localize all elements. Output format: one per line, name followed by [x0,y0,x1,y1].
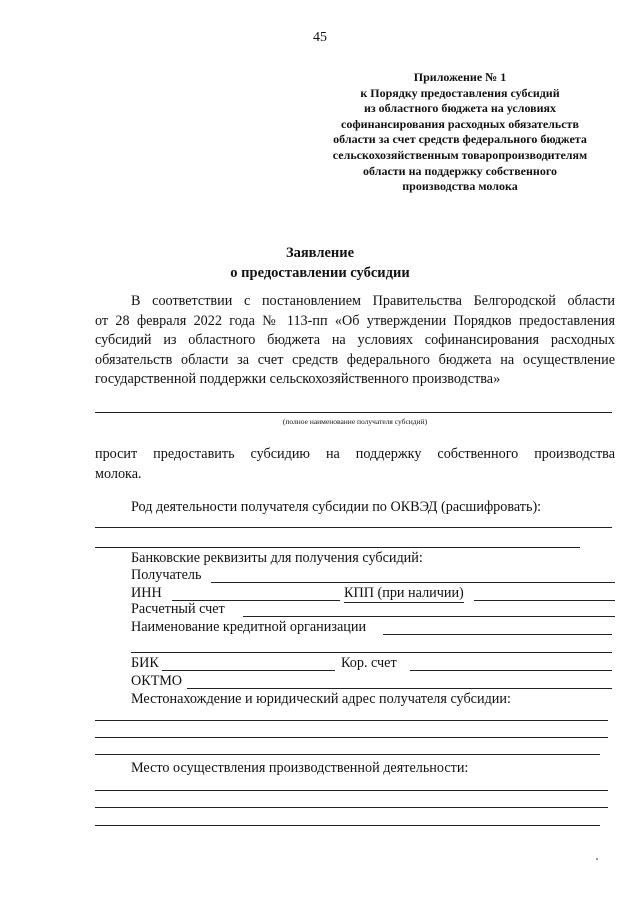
recipient-label: Получатель [131,567,202,583]
bank-name-label: Наименование кредитной организации [131,619,367,635]
inn-label: ИНН [131,585,162,601]
appendix-line: софинансирования расходных обязательств [341,116,579,131]
appendix-line: области за счет средств федерального бюджета [333,132,587,147]
appendix-line: сельскохозяйственным товаропроизводителям [332,147,588,162]
oktmo-field[interactable] [187,688,612,689]
address-line[interactable] [95,737,608,738]
corr-account-field[interactable] [410,670,612,671]
corr-account-label: Кор. счет [341,655,397,671]
document-title [0,243,640,283]
recipient-caption: (полное наименование получателя субсидий) [282,417,428,426]
bank-name-field-2[interactable] [131,652,612,653]
page-number: 45 [313,30,327,45]
production-line[interactable] [95,825,600,826]
appendix-line: из областного бюджета на условиях [363,101,557,116]
production-line[interactable] [95,790,608,791]
bank-heading: Банковские реквизиты для получения субсидий: [131,550,423,566]
appendix-line: к Порядку предоставления субсидий [360,85,560,100]
paragraph-line: обязательств области за счет средств федерального бюджета на осуществление [95,351,615,368]
okved-label: Род деятельности получателя субсидии по ОКВЭД (расшифровать): [131,499,542,515]
address-line[interactable] [95,754,600,755]
account-field[interactable] [243,616,615,617]
paragraph-line: от 28 февраля 2022 года № 113-пп «Об утверждении Порядков предоставления [95,312,615,329]
address-label: Местонахождение и юридический адрес получателя субсидии: [131,691,511,707]
appendix-line: области на поддержку собственного [363,163,557,178]
appendix-line: Приложение № 1 [413,70,507,84]
paragraph-line: субсидий из областного бюджета на условиях софинансирования расходных [95,332,615,348]
production-line[interactable] [95,807,608,808]
paragraph-line: молока. [95,465,142,482]
title-line: Заявление [285,245,355,261]
oktmo-label: ОКТМО [131,673,183,689]
appendix-header [310,70,610,195]
address-line[interactable] [95,720,608,721]
paragraph-line: В соответствии с постановлением Правительства Белгородской области [131,293,615,309]
scan-speck [596,858,598,860]
paragraph-line: просит предоставить субсидию на поддержку собственного производства [95,446,615,462]
intro-paragraph [95,292,615,390]
kpp-label [344,584,464,603]
kpp-field[interactable] [474,600,615,601]
title-line: о предоставлении субсидии [230,265,410,281]
kpp-label-text: КПП (при наличии) [344,585,464,601]
appendix-line: производства молока [402,179,518,194]
production-label: Место осуществления производственной деятельности: [131,760,469,776]
recipient-name-line[interactable] [95,412,612,413]
bik-field[interactable] [162,670,335,671]
paragraph-line: государственной поддержки сельскохозяйственного производства» [95,371,501,387]
account-label: Расчетный счет [131,601,225,617]
okved-line[interactable] [95,527,612,528]
recipient-field[interactable] [211,582,615,583]
bik-label: БИК [131,655,159,671]
okved-line[interactable] [95,547,580,548]
bank-name-field[interactable] [383,634,612,635]
request-paragraph [95,445,615,484]
